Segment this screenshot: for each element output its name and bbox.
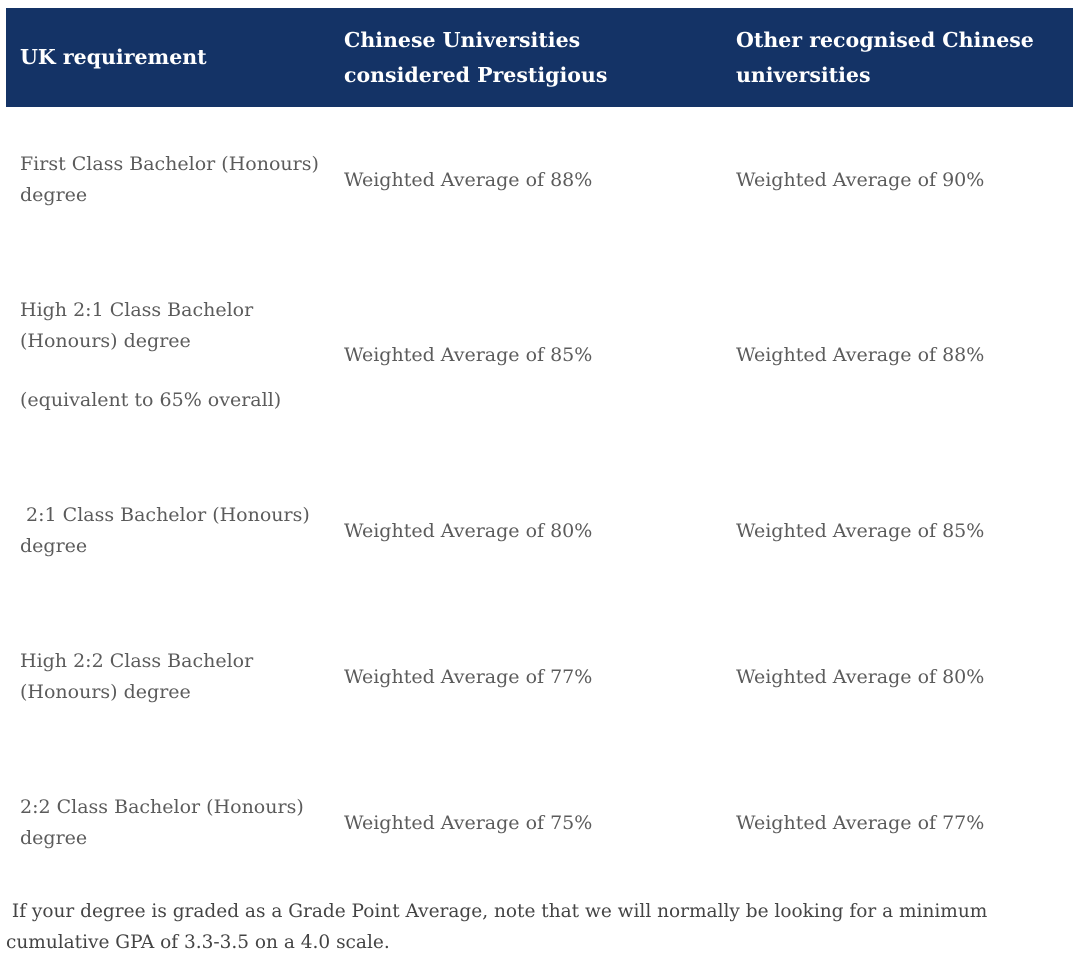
cell-other-requirement: Weighted Average of 88% xyxy=(736,344,985,366)
uk-degree-text: 2:2 Class Bachelor (Honours) degree xyxy=(20,796,304,849)
table-row xyxy=(6,750,1073,896)
cell-other-requirement: Weighted Average of 77% xyxy=(736,811,985,834)
header-row xyxy=(6,8,1073,107)
table-row xyxy=(6,107,1073,253)
header-uk-requirement: UK requirement xyxy=(20,45,207,69)
table-row xyxy=(6,458,1073,604)
cell-uk-requirement xyxy=(6,604,330,750)
uk-degree-text: First Class Bachelor (Honours) degree xyxy=(20,153,319,206)
cell-other-requirement: Weighted Average of 90% xyxy=(736,168,985,191)
cell-prestigious-requirement: Weighted Average of 80% xyxy=(344,519,593,542)
table-row xyxy=(6,253,1073,458)
cell-prestigious-requirement: Weighted Average of 75% xyxy=(344,811,593,834)
table-body xyxy=(6,107,1073,896)
uk-degree-text: High 2:2 Class Bachelor (Honours) degree xyxy=(20,650,254,703)
gpa-footnote: If your degree is graded as a Grade Point Average, note that we will normally be looking for a minimum cumulative GPA of 3.3-3.5 on a 4.0 scale. xyxy=(6,901,988,953)
cell-prestigious-requirement: Weighted Average of 85% xyxy=(344,344,593,366)
requirements-table xyxy=(6,8,1073,896)
cell-prestigious-requirement: Weighted Average of 77% xyxy=(344,665,593,688)
cell-uk-requirement xyxy=(6,458,330,604)
cell-other-requirement: Weighted Average of 85% xyxy=(736,519,985,542)
table-header xyxy=(6,8,1073,107)
cell-uk-requirement xyxy=(6,750,330,896)
uk-degree-text: High 2:1 Class Bachelor (Honours) degree xyxy=(20,299,254,352)
cell-other-requirement: Weighted Average of 80% xyxy=(736,665,985,688)
equivalence-note: (equivalent to 65% overall) xyxy=(20,389,282,411)
cell-uk-requirement xyxy=(6,107,330,253)
uk-degree-text: 2:1 Class Bachelor (Honours) degree xyxy=(20,504,310,557)
cell-prestigious-requirement: Weighted Average of 88% xyxy=(344,168,593,191)
table-row xyxy=(6,604,1073,750)
header-prestigious-universities: Chinese Universities considered Prestigious xyxy=(344,27,608,87)
header-other-universities: Other recognised Chinese universities xyxy=(736,27,1034,87)
cell-uk-requirement xyxy=(6,253,330,458)
